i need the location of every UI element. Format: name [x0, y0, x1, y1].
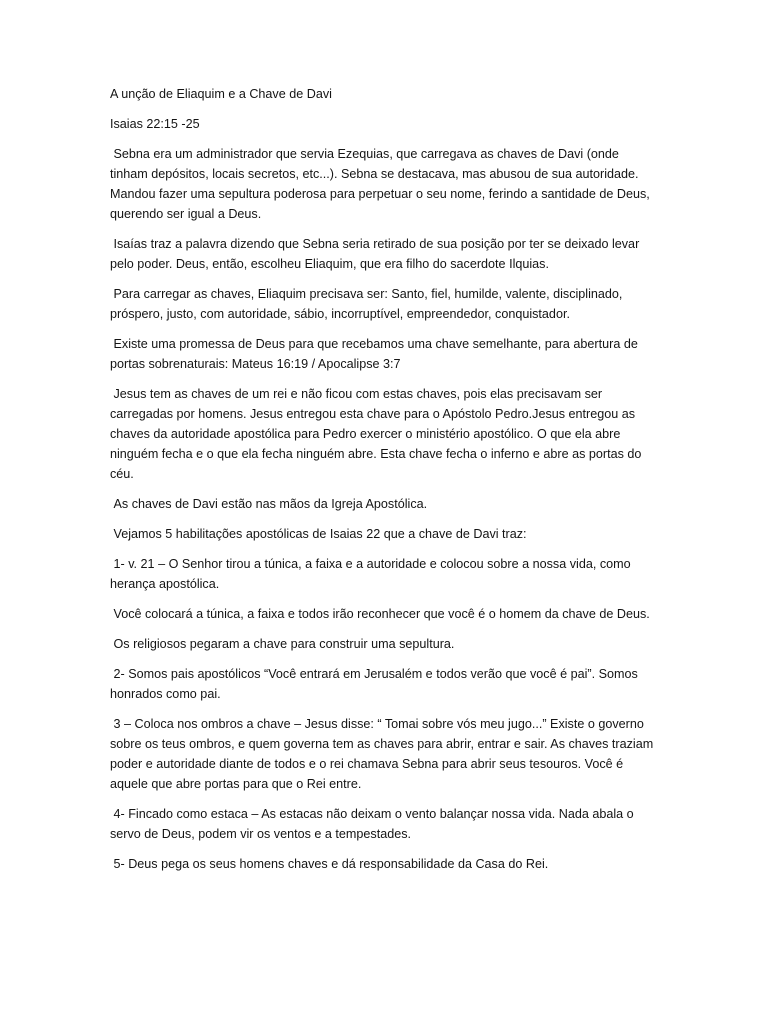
list-item-3: 3 – Coloca nos ombros a chave – Jesus disse: “ Tomai sobre vós meu jugo...” Existe o governo sobre os teus ombros, e quem governa tem as chaves para abrir, entrar e sair. As chaves traziam poder e autoridade diante de todos e o rei chamava Sebna para abrir seus tesouros. Você é aquele que abre portas para que o Rei entre.: [110, 717, 657, 791]
paragraph-tunic: Você colocará a túnica, a faixa e todos irão reconhecer que você é o homem da chave de Deus.: [110, 607, 650, 621]
paragraph-religious: Os religiosos pegaram a chave para construir uma sepultura.: [110, 637, 455, 651]
document-page: [110, 84, 658, 884]
paragraph-sebna-intro: Sebna era um administrador que servia Ezequias, que carregava as chaves de Davi (onde tinham depósitos, locais secretos, etc...). Sebna se destacava, mas abusou de sua autoridade. Mandou fazer uma sepultura poderosa para perpetuar o seu nome, ferindo a santidade de Deus, querendo ser igual a Deus.: [110, 147, 654, 221]
list-item-2: 2- Somos pais apostólicos “Você entrará em Jerusalém e todos verão que você é pai”. Somos honrados como pai.: [110, 667, 642, 701]
paragraph-jesus-keys: Jesus tem as chaves de um rei e não ficou com estas chaves, pois elas precisavam ser carregadas por homens. Jesus entregou esta chave para o Apóstolo Pedro.Jesus entregou as chaves da autoridade apostólica para Pedro exercer o ministério apostólico. O que ela abre ninguém fecha e o que ela fecha ninguém abre. Esta chave fecha o inferno e abre as portas do céu.: [110, 387, 645, 481]
paragraph-promise: Existe uma promessa de Deus para que recebamos uma chave semelhante, para abertura de portas sobrenaturais: Mateus 16:19 / Apocalipse 3:7: [110, 337, 642, 371]
scripture-reference: Isaias 22:15 -25: [110, 117, 200, 131]
paragraph-apostolic-church: As chaves de Davi estão nas mãos da Igreja Apostólica.: [110, 497, 428, 511]
list-item-1: 1- v. 21 – O Senhor tirou a túnica, a faixa e a autoridade e colocou sobre a nossa vida, como herança apostólica.: [110, 557, 635, 591]
list-item-5: 5- Deus pega os seus homens chaves e dá responsabilidade da Casa do Rei.: [110, 857, 549, 871]
paragraph-five-habilitations: Vejamos 5 habilitações apostólicas de Isaias 22 que a chave de Davi traz:: [110, 527, 527, 541]
paragraph-isaias-word: Isaías traz a palavra dizendo que Sebna seria retirado de sua posição por ter se deixado levar pelo poder. Deus, então, escolheu Eliaquim, que era filho do sacerdote Ilquias.: [110, 237, 643, 271]
paragraph-eliaquim-qualities: Para carregar as chaves, Eliaquim precisava ser: Santo, fiel, humilde, valente, disciplinado, próspero, justo, com autoridade, sábio, incorruptível, empreendedor, conquistador.: [110, 287, 626, 321]
document-title: A unção de Eliaquim e a Chave de Davi: [110, 87, 332, 101]
list-item-4: 4- Fincado como estaca – As estacas não deixam o vento balançar nossa vida. Nada abala o servo de Deus, podem vir os ventos e a tempestades.: [110, 807, 638, 841]
